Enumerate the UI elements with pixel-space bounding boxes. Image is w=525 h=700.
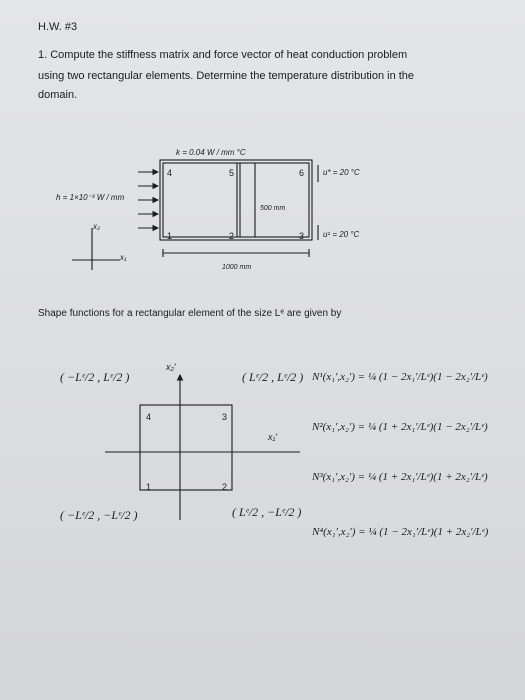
problem-line-1: 1. Compute the stiffness matrix and force vector of heat conduction problem (38, 49, 408, 61)
corner-top-right: ( Lᵉ/2 , Lᵉ/2 ) (242, 370, 304, 384)
shape-function-intro: Shape functions for a rectangular element of the size Lᵉ are given by (38, 308, 342, 319)
ref-x2-axis-label: x₂′ (166, 362, 176, 372)
ref-node-3: 3 (222, 412, 228, 422)
ref-x1-axis-label: x₁′ (268, 432, 278, 442)
corner-top-left: ( −Lᵉ/2 , Lᵉ/2 ) (60, 370, 130, 384)
problem-line-3: domain. (38, 89, 78, 101)
height-dimension: 500 mm (260, 205, 286, 212)
homework-title: H.W. #3 (38, 21, 78, 33)
width-dimension: 1000 mm (222, 264, 252, 271)
node-4: 4 (167, 168, 173, 178)
node-6: 6 (299, 168, 305, 178)
node-5: 5 (229, 168, 235, 178)
shape-function-n1: N¹(x₁′,x₂′) = ¼ (1 − 2x₁′/Lᵉ)(1 − 2x₂′/Lᵉ) (312, 371, 488, 383)
shape-function-n2: N²(x₁′,x₂′) = ¼ (1 + 2x₁′/Lᵉ)(1 − 2x₂′/Lᵉ) (312, 421, 488, 433)
x2-axis-label: x₂ (93, 222, 101, 231)
node-2: 2 (229, 231, 235, 241)
shape-function-n4: N⁴(x₁′,x₂′) = ¼ (1 − 2x₁′/Lᵉ)(1 + 2x₂′/Lᵉ) (312, 526, 489, 538)
convection-label: h = 1×10⁻³ W / mm (56, 193, 125, 202)
shape-function-n3: N³(x₁′,x₂′) = ¼ (1 + 2x₁′/Lᵉ)(1 + 2x₂′/Lᵉ) (312, 471, 488, 483)
ref-node-4: 4 (146, 412, 152, 422)
bottom-temperature-label: u¹ = 20 °C (323, 230, 360, 239)
node-3: 3 (299, 231, 305, 241)
top-temperature-label: u* = 20 °C (323, 168, 360, 177)
corner-bottom-left: ( −Lᵉ/2 , −Lᵉ/2 ) (60, 508, 138, 522)
conductivity-label: k = 0.04 W / mm °C (176, 148, 246, 157)
corner-bottom-right: ( Lᵉ/2 , −Lᵉ/2 ) (232, 505, 302, 519)
node-1: 1 (167, 231, 173, 241)
problem-line-2: using two rectangular elements. Determine the temperature distribution in the (38, 70, 415, 82)
ref-node-1: 1 (146, 482, 152, 492)
x1-axis-label: x₁ (120, 253, 127, 262)
ref-node-2: 2 (222, 482, 228, 492)
